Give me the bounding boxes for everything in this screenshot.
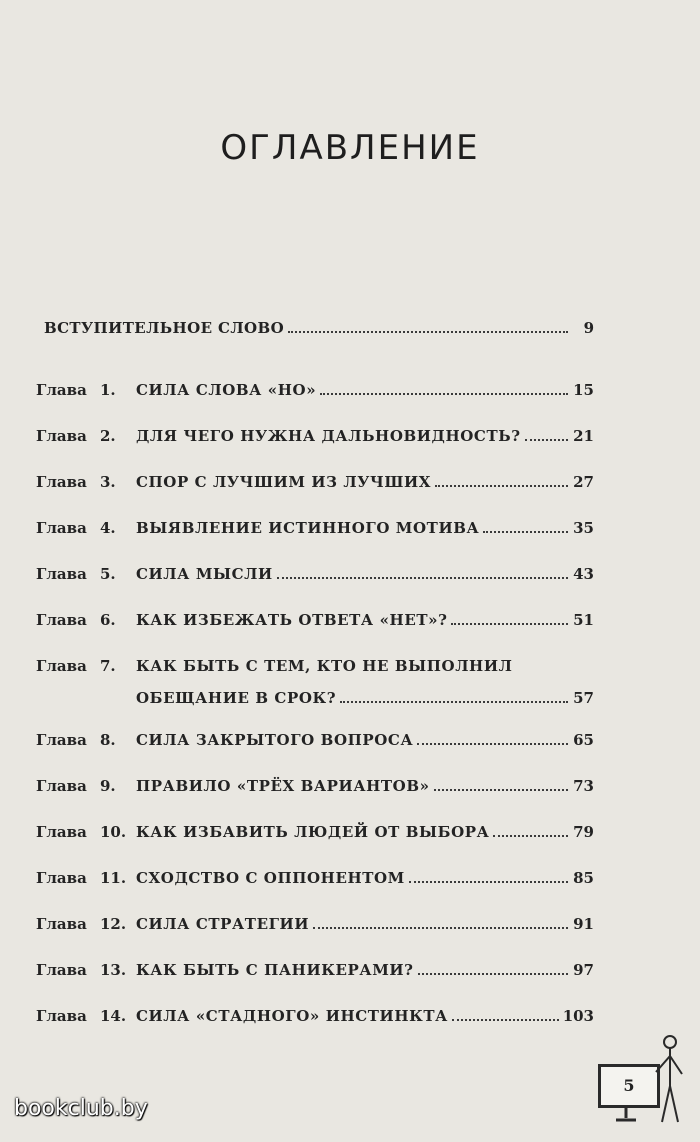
chapter-label: Глава (36, 427, 87, 445)
toc-chapter-entry[interactable] (36, 914, 594, 934)
dot-leader (525, 439, 568, 441)
chapter-label: Глава (36, 381, 87, 399)
toc-page-number: 79 (573, 823, 594, 841)
watermark-text: bookclub.by (14, 1096, 148, 1121)
toc-page-number: 15 (573, 381, 594, 399)
toc-chapter-entry[interactable] (36, 564, 594, 584)
chapter-title: СИЛА СТРАТЕГИИ (136, 915, 310, 933)
chapter-title-continued: ОБЕЩАНИЕ В СРОК? (136, 689, 337, 707)
toc-chapter-entry[interactable] (36, 730, 594, 750)
toc-page-number: 103 (562, 1007, 594, 1025)
toc-page-number: 27 (573, 473, 594, 491)
stick-figure-icon (590, 1030, 700, 1142)
chapter-title: КАК БЫТЬ С ПАНИКЕРАМИ? (136, 961, 414, 979)
chapter-title: КАК ИЗБАВИТЬ ЛЮДЕЙ ОТ ВЫБОРА (136, 823, 490, 841)
chapter-number: 14. (100, 1007, 127, 1025)
toc-page-number: 85 (573, 869, 594, 887)
dot-leader (340, 701, 568, 703)
chapter-title: СИЛА ЗАКРЫТОГО ВОПРОСА (136, 731, 414, 749)
toc-page-number: 35 (573, 519, 594, 537)
chapter-number: 3. (100, 473, 116, 491)
dot-leader (435, 485, 568, 487)
chapter-title: СИЛА МЫСЛИ (136, 565, 273, 583)
chapter-number: 13. (100, 961, 127, 979)
dot-leader (313, 927, 568, 929)
chapter-label: Глава (36, 565, 87, 583)
chapter-label: Глава (36, 1007, 87, 1025)
toc-chapter-entry[interactable] (36, 776, 594, 796)
toc-chapter-entry[interactable] (36, 822, 594, 842)
dot-leader (409, 881, 568, 883)
chapter-label: Глава (36, 823, 87, 841)
chapter-number: 12. (100, 915, 127, 933)
toc-page-number: 91 (573, 915, 594, 933)
chapter-label: Глава (36, 731, 87, 749)
chapter-label: Глава (36, 473, 87, 491)
dot-leader (434, 789, 568, 791)
dot-leader (288, 331, 568, 333)
chapter-number: 9. (100, 777, 116, 795)
chapter-title: ВЫЯВЛЕНИЕ ИСТИННОГО МОТИВА (136, 519, 480, 537)
toc-page-number: 57 (573, 689, 594, 707)
dot-leader (483, 531, 568, 533)
chapter-number: 10. (100, 823, 127, 841)
chapter-number: 7. (100, 657, 116, 675)
chapter-number: 1. (100, 381, 116, 399)
chapter-label: Глава (36, 777, 87, 795)
toc-page-number: 9 (583, 319, 594, 337)
toc-chapter-entry[interactable] (36, 472, 594, 492)
toc-page-number: 43 (573, 565, 594, 583)
toc-chapter-entry[interactable] (36, 426, 594, 446)
chapter-number: 5. (100, 565, 116, 583)
dot-leader (417, 743, 568, 745)
toc-chapter-entry[interactable] (36, 960, 594, 980)
chapter-number: 4. (100, 519, 116, 537)
chapter-title: СИЛА «СТАДНОГО» ИНСТИНКТА (136, 1007, 448, 1025)
chapter-label: Глава (36, 611, 87, 629)
chapter-label: Глава (36, 961, 87, 979)
toc-page-number: 97 (573, 961, 594, 979)
toc-intro-entry[interactable] (44, 318, 594, 338)
toc-page-number: 65 (573, 731, 594, 749)
toc-chapter-entry[interactable] (36, 610, 594, 630)
chapter-title: СХОДСТВО С ОППОНЕНТОМ (136, 869, 405, 887)
chapter-title: СПОР С ЛУЧШИМ ИЗ ЛУЧШИХ (136, 473, 431, 491)
chapter-title: ПРАВИЛО «ТРЁХ ВАРИАНТОВ» (136, 777, 430, 795)
toc-chapter-entry[interactable] (36, 380, 594, 400)
chapter-label: Глава (36, 915, 87, 933)
dot-leader (451, 623, 568, 625)
toc-chapter-entry[interactable] (36, 656, 594, 708)
chapter-number: 11. (100, 869, 127, 887)
chapter-title: СИЛА СЛОВА «НО» (136, 381, 317, 399)
toc-chapter-entry[interactable] (36, 1006, 594, 1026)
page-number-box: 5 (598, 1064, 660, 1108)
chapter-label: Глава (36, 657, 87, 675)
dot-leader (418, 973, 568, 975)
page-corner-illustration (590, 1030, 700, 1142)
page-title: ОГЛАВЛЕНИЕ (220, 128, 480, 168)
toc-chapter-entry[interactable] (36, 518, 594, 538)
chapter-title: КАК ИЗБЕЖАТЬ ОТВЕТА «НЕТ»? (136, 611, 448, 629)
dot-leader (452, 1019, 559, 1021)
toc-entry-title: ВСТУПИТЕЛЬНОЕ СЛОВО (44, 319, 285, 337)
chapter-label: Глава (36, 869, 87, 887)
chapter-number: 2. (100, 427, 116, 445)
dot-leader (493, 835, 568, 837)
dot-leader (320, 393, 568, 395)
chapter-title: КАК БЫТЬ С ТЕМ, КТО НЕ ВЫПОЛНИЛ (136, 657, 513, 675)
chapter-title: ДЛЯ ЧЕГО НУЖНА ДАЛЬНОВИДНОСТЬ? (136, 427, 521, 445)
chapter-number: 6. (100, 611, 116, 629)
chapter-label: Глава (36, 519, 87, 537)
toc-chapter-entry[interactable] (36, 868, 594, 888)
dot-leader (277, 577, 568, 579)
toc-page-number: 21 (573, 427, 594, 445)
toc-page-number: 51 (573, 611, 594, 629)
toc-page-number: 73 (573, 777, 594, 795)
chapter-number: 8. (100, 731, 116, 749)
